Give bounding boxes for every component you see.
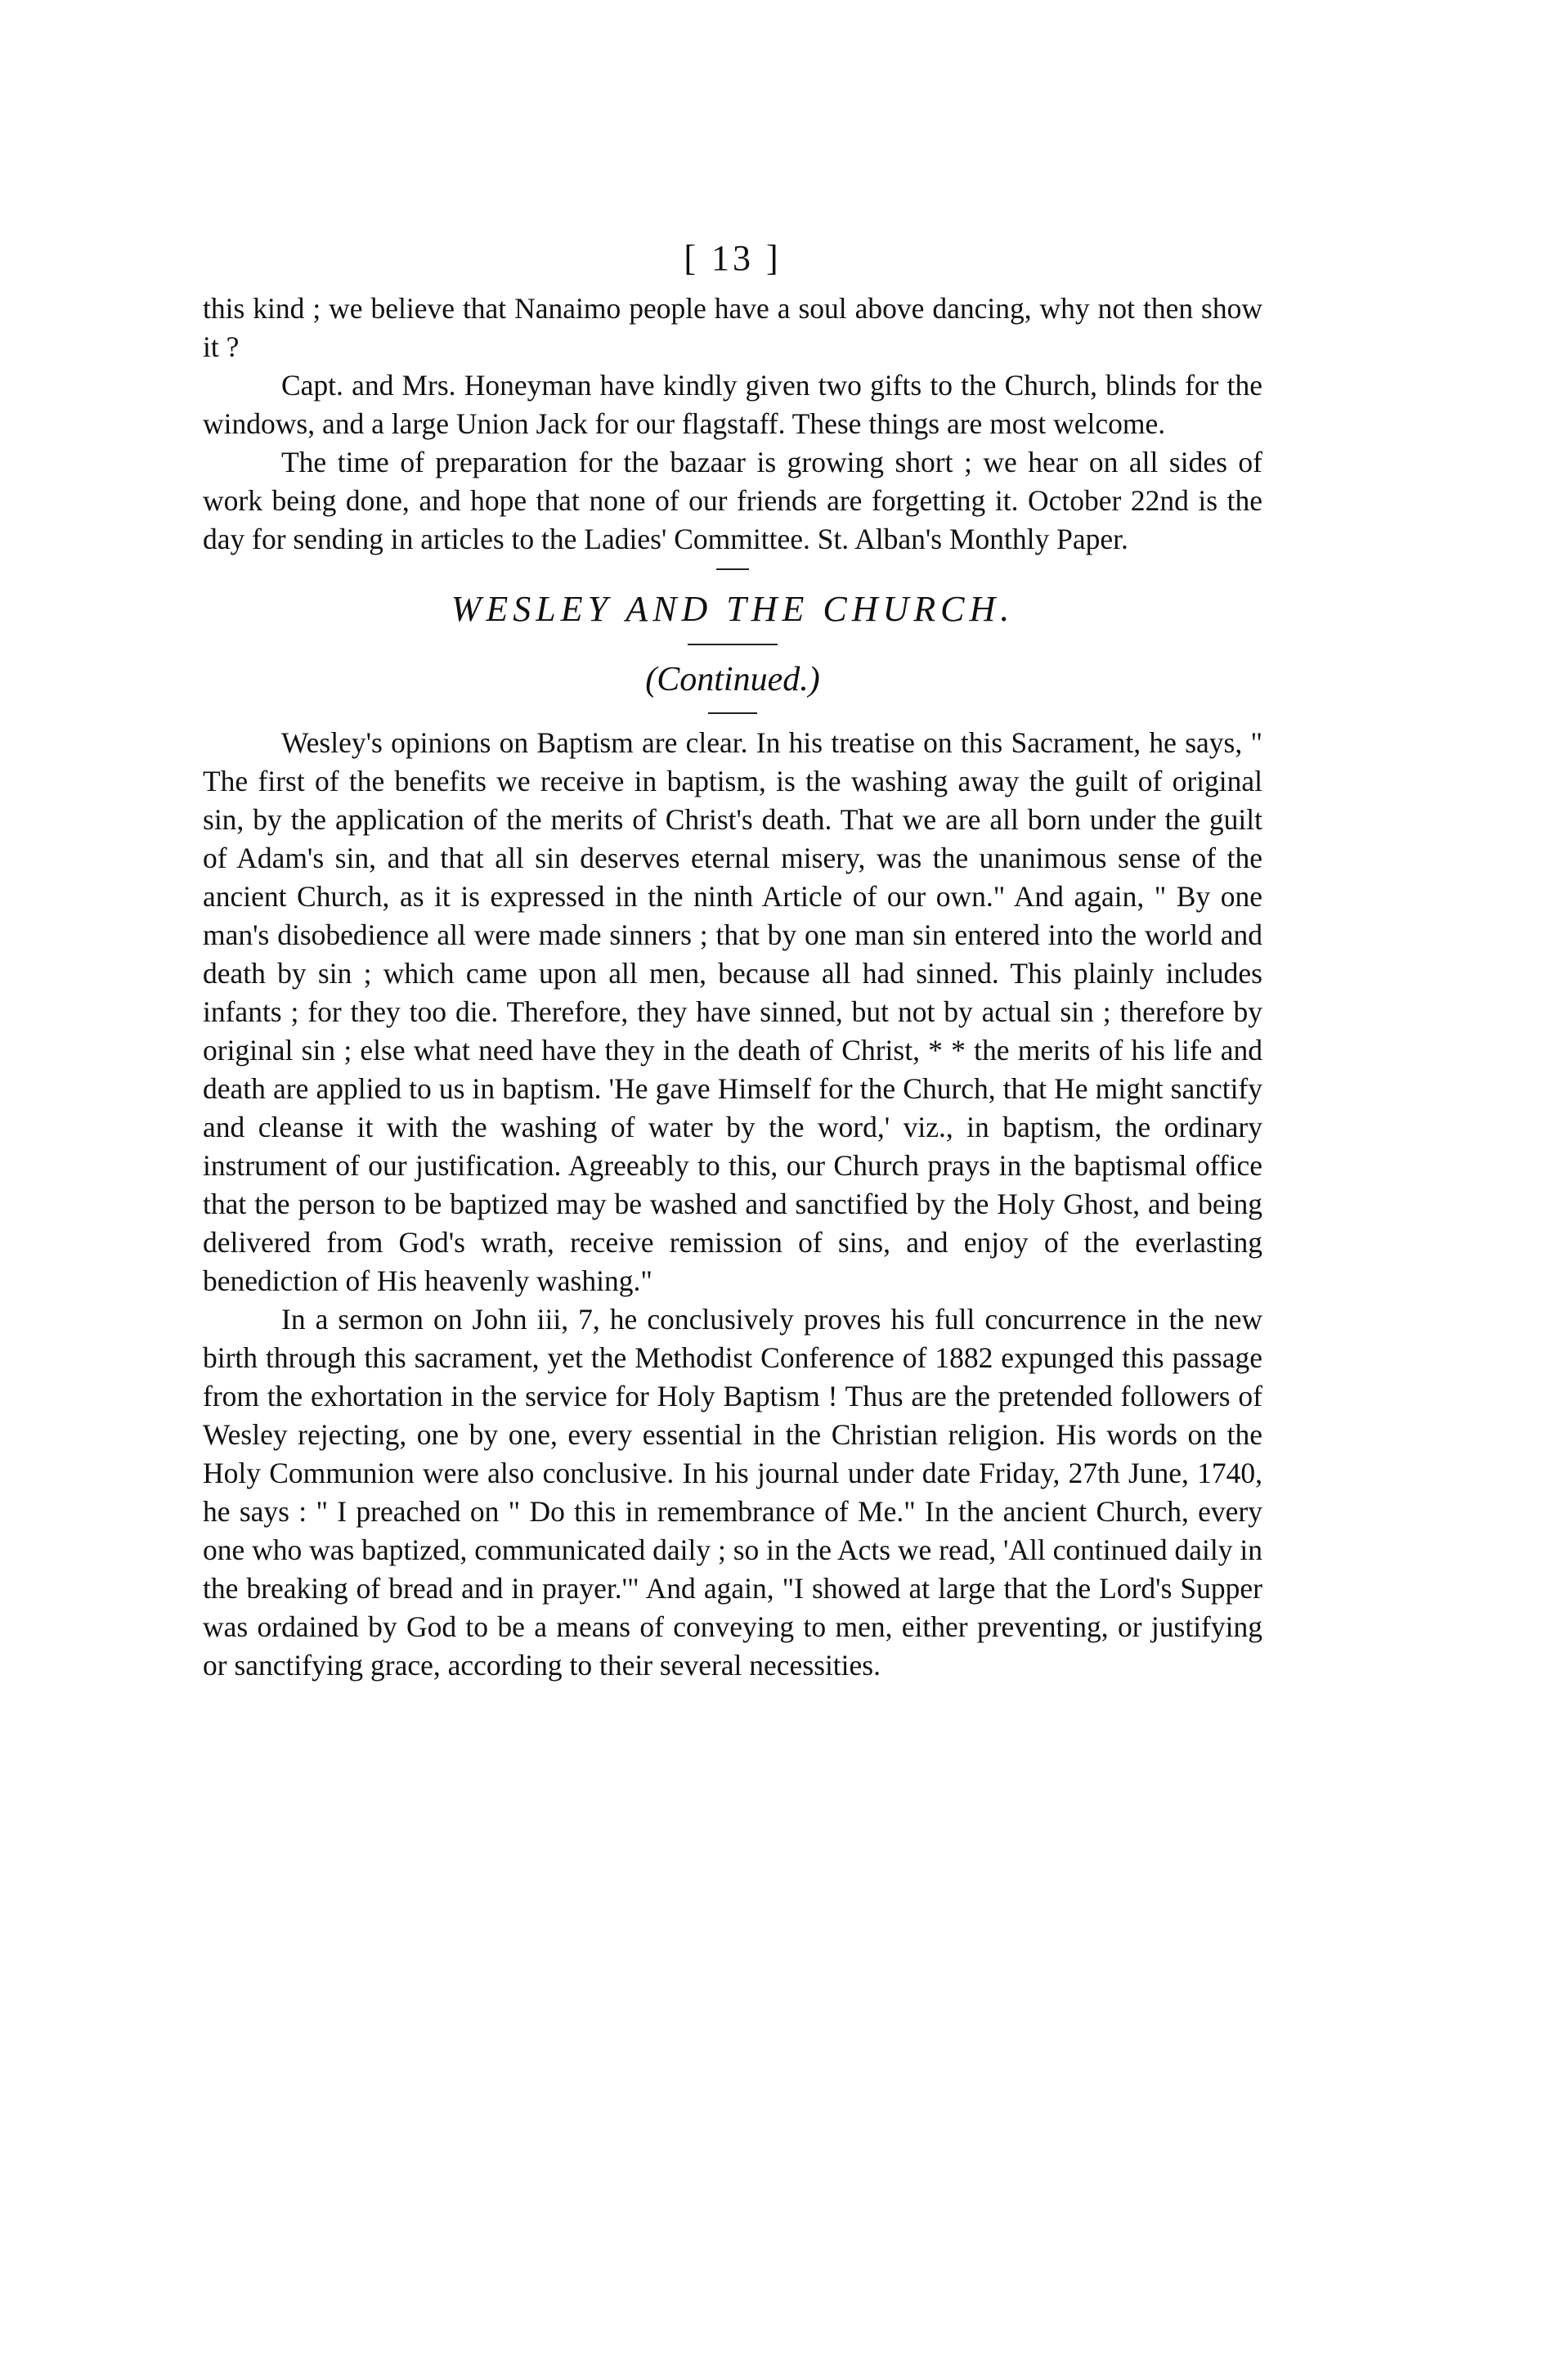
subtitle-underline — [708, 712, 757, 714]
section-divider — [716, 568, 749, 570]
paragraph-bazaar: The time of preparation for the bazaar is growing short ; we hear on all sides of work being done, and hope that none of our friends are forgetting it. October 22nd is the day for sending in articles to the Ladies' Committee. St. Alban's Monthly Paper. — [203, 446, 1262, 555]
paragraph-baptism: Wesley's opinions on Baptism are clear. In his treatise on this Sacrament, he says, " The first of the benefits we receive in baptism, is the washing away the guilt of original sin, by the application of the merits of Christ's death. That we are all born under the guilt of Adam's sin, and that all sin deserves eternal misery, was the unanimous sense of the ancient Church, as it is expressed in the ninth Article of our own." And again, " By one man's disobedience all were made sinners ; that by one man sin entered into the world and death by sin ; which came upon all men, because all had sinned. This plainly includes infants ; for they too die. Therefore, they have sinned, but not by actual sin ; therefore by original sin ; else what need have they in the death of Christ, * * the merits of his life and death are applied to us in baptism. 'He gave Himself for the Church, that He might sanctify and cleanse it with the washing of water by the word,' viz., in baptism, the ordinary instrument of our justification. Agreeably to this, our Church prays in the baptismal office that the person to be baptized may be washed and sanctified by the Holy Ghost, and being delivered from God's wrath, receive remission of sins, and enjoy of the everlasting benediction of His heavenly washing." — [203, 726, 1262, 1297]
article-title: WESLEY AND THE CHURCH. — [451, 589, 1015, 629]
paragraph-sermon: In a sermon on John iii, 7, he conclusively proves his full concurrence in the new birth through this sacrament, yet the Methodist Conference of 1882 expunged this passage from the exhortation in the service for Holy Baptism ! Thus are the pretended followers of Wesley rejecting, one by one, every essential in the Christian religion. His words on the Holy Communion were also conclusive. In his journal under date Friday, 27th June, 1740, he says : " I preached on " Do this in remembrance of Me." In the ancient Church, every one who was baptized, communicated daily ; so in the Acts we read, 'All continued daily in the breaking of bread and in prayer.'" And again, "I showed at large that the Lord's Supper was ordained by God to be a means of conveying to men, either preventing, or justifying or sanctifying grace, according to their several necessities. — [203, 1303, 1262, 1682]
document-page — [203, 234, 1262, 2328]
paragraph-continued: this kind ; we believe that Nanaimo people have a soul above dancing, why not then show it ? — [203, 292, 1262, 363]
page-number: [ 13 ] — [684, 238, 782, 278]
title-underline — [688, 644, 778, 645]
paragraph-honeyman-gifts: Capt. and Mrs. Honeyman have kindly given two gifts to the Church, blinds for the windows, and a large Union Jack for our flagstaff. These things are most welcome. — [203, 369, 1262, 440]
article-subtitle: (Continued.) — [645, 661, 820, 698]
